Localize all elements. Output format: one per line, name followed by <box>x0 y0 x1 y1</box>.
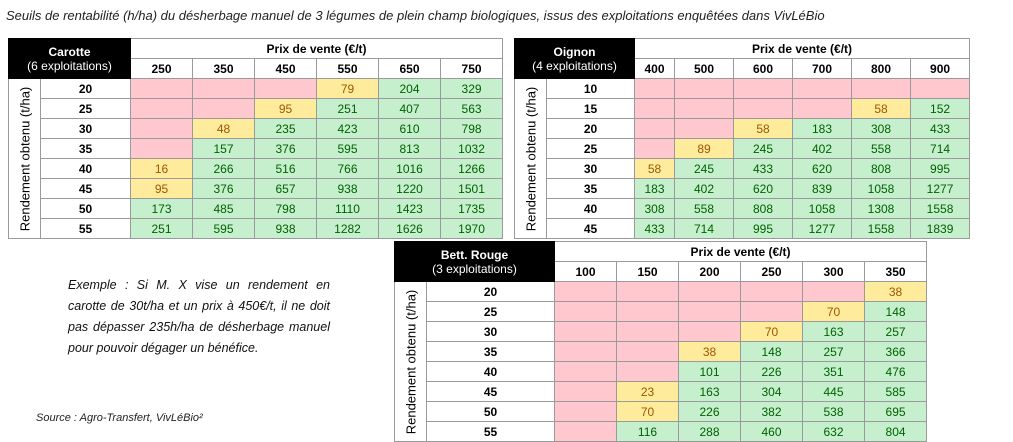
threshold-cell: 204 <box>379 79 441 99</box>
threshold-cell <box>193 79 255 99</box>
yield-axis-text: Rendement obtenu (t/ha) <box>17 86 32 231</box>
threshold-cell <box>852 79 911 99</box>
table-row <box>9 139 503 159</box>
price-label: 150 <box>617 262 679 282</box>
table-row <box>515 199 970 219</box>
threshold-cell: 808 <box>734 199 793 219</box>
yield-axis-label <box>9 79 41 239</box>
threshold-cell: 798 <box>255 199 317 219</box>
threshold-cell: 563 <box>441 99 503 119</box>
threshold-cell: 58 <box>635 159 675 179</box>
yield-label: 40 <box>427 362 555 382</box>
threshold-cell: 23 <box>617 382 679 402</box>
threshold-cell: 423 <box>317 119 379 139</box>
threshold-cell: 266 <box>193 159 255 179</box>
yield-label: 35 <box>547 179 635 199</box>
threshold-cell: 148 <box>865 302 927 322</box>
threshold-cell: 152 <box>911 99 970 119</box>
threshold-cell <box>617 362 679 382</box>
threshold-cell <box>555 342 617 362</box>
yield-label: 55 <box>427 422 555 442</box>
price-label: 750 <box>441 59 503 79</box>
threshold-cell: 173 <box>131 199 193 219</box>
threshold-cell: 308 <box>635 199 675 219</box>
farm-count: (4 exploitations) <box>532 58 617 73</box>
threshold-cell: 1839 <box>911 219 970 239</box>
threshold-cell: 433 <box>911 119 970 139</box>
yield-label: 35 <box>427 342 555 362</box>
threshold-cell <box>555 422 617 442</box>
threshold-cell: 48 <box>193 119 255 139</box>
threshold-cell <box>679 322 741 342</box>
threshold-cell <box>131 79 193 99</box>
price-label: 250 <box>131 59 193 79</box>
price-label: 350 <box>865 262 927 282</box>
table-row <box>395 422 927 442</box>
yield-label: 10 <box>547 79 635 99</box>
threshold-cell: 433 <box>635 219 675 239</box>
price-label: 200 <box>679 262 741 282</box>
threshold-cell: 610 <box>379 119 441 139</box>
threshold-cell <box>793 99 852 119</box>
threshold-cell: 813 <box>379 139 441 159</box>
threshold-cell: 376 <box>255 139 317 159</box>
threshold-cell: 288 <box>679 422 741 442</box>
table-row <box>515 79 970 99</box>
threshold-cell <box>555 282 617 302</box>
threshold-cell: 620 <box>793 159 852 179</box>
price-label: 400 <box>635 59 675 79</box>
threshold-cell: 804 <box>865 422 927 442</box>
threshold-cell: 538 <box>803 402 865 422</box>
threshold-cell <box>555 302 617 322</box>
threshold-cell: 251 <box>317 99 379 119</box>
table-row <box>515 179 970 199</box>
threshold-cell: 1032 <box>441 139 503 159</box>
price-label: 300 <box>803 262 865 282</box>
carotte-table <box>8 38 503 239</box>
threshold-cell: 70 <box>617 402 679 422</box>
threshold-cell: 382 <box>741 402 803 422</box>
threshold-cell <box>741 302 803 322</box>
table-row <box>9 79 503 99</box>
price-header: Prix de vente (€/t) <box>635 39 970 59</box>
threshold-cell: 226 <box>741 362 803 382</box>
yield-label: 25 <box>547 139 635 159</box>
price-header: Prix de vente (€/t) <box>555 242 927 262</box>
threshold-cell: 183 <box>793 119 852 139</box>
threshold-cell: 657 <box>255 179 317 199</box>
price-label: 100 <box>555 262 617 282</box>
header-row <box>9 39 503 59</box>
yield-label: 50 <box>427 402 555 422</box>
threshold-cell: 995 <box>734 219 793 239</box>
threshold-cell: 1501 <box>441 179 503 199</box>
table-row <box>395 362 927 382</box>
price-label: 550 <box>317 59 379 79</box>
yield-label: 25 <box>41 99 131 119</box>
table-row <box>515 139 970 159</box>
table-row <box>395 402 927 422</box>
yield-axis-text: Rendement obtenu (t/ha) <box>523 86 538 231</box>
threshold-cell: 329 <box>441 79 503 99</box>
yield-label: 55 <box>41 219 131 239</box>
threshold-cell: 1308 <box>852 199 911 219</box>
price-header: Prix de vente (€/t) <box>131 39 503 59</box>
crop-name: Oignon <box>553 44 596 59</box>
threshold-cell: 1277 <box>911 179 970 199</box>
threshold-cell <box>793 79 852 99</box>
threshold-cell: 407 <box>379 99 441 119</box>
threshold-cell: 1058 <box>852 179 911 199</box>
yield-label: 20 <box>427 282 555 302</box>
price-label: 450 <box>255 59 317 79</box>
threshold-cell: 79 <box>317 79 379 99</box>
threshold-cell: 38 <box>865 282 927 302</box>
header-row <box>515 39 970 59</box>
threshold-cell: 714 <box>675 219 734 239</box>
threshold-cell <box>555 362 617 382</box>
threshold-cell: 38 <box>679 342 741 362</box>
table-row <box>515 99 970 119</box>
yield-label: 20 <box>547 119 635 139</box>
crop-label <box>515 39 635 79</box>
threshold-cell <box>675 119 734 139</box>
table-row <box>395 382 927 402</box>
table-row <box>9 219 503 239</box>
threshold-cell: 16 <box>131 159 193 179</box>
threshold-cell: 163 <box>803 322 865 342</box>
threshold-cell: 308 <box>852 119 911 139</box>
threshold-table <box>514 38 970 239</box>
yield-label: 45 <box>427 382 555 402</box>
threshold-cell: 632 <box>803 422 865 442</box>
betterave-rouge-table <box>394 241 927 442</box>
threshold-cell: 376 <box>193 179 255 199</box>
threshold-cell <box>193 99 255 119</box>
table-row <box>395 322 927 342</box>
yield-axis-label <box>395 282 427 442</box>
threshold-cell: 95 <box>255 99 317 119</box>
threshold-cell: 402 <box>793 139 852 159</box>
threshold-cell: 1266 <box>441 159 503 179</box>
threshold-cell <box>675 79 734 99</box>
yield-axis-label <box>515 79 547 239</box>
threshold-cell: 1558 <box>911 199 970 219</box>
threshold-cell: 251 <box>131 219 193 239</box>
threshold-cell: 58 <box>852 99 911 119</box>
threshold-cell: 995 <box>911 159 970 179</box>
price-label: 650 <box>379 59 441 79</box>
threshold-table <box>8 38 503 239</box>
threshold-cell: 89 <box>675 139 734 159</box>
crop-label <box>395 242 555 282</box>
threshold-cell: 101 <box>679 362 741 382</box>
farm-count: (3 exploitations) <box>432 261 517 276</box>
header-row <box>395 242 927 262</box>
oignon-table <box>514 38 970 239</box>
crop-name: Carotte <box>48 44 91 59</box>
threshold-cell: 516 <box>255 159 317 179</box>
threshold-cell: 351 <box>803 362 865 382</box>
threshold-cell: 157 <box>193 139 255 159</box>
table-row <box>515 219 970 239</box>
threshold-cell: 476 <box>865 362 927 382</box>
threshold-cell: 798 <box>441 119 503 139</box>
threshold-cell <box>803 282 865 302</box>
threshold-cell <box>734 79 793 99</box>
threshold-cell: 257 <box>803 342 865 362</box>
threshold-cell: 1058 <box>793 199 852 219</box>
threshold-cell <box>131 139 193 159</box>
threshold-cell: 558 <box>852 139 911 159</box>
threshold-cell <box>679 282 741 302</box>
yield-label: 45 <box>41 179 131 199</box>
table-row <box>9 159 503 179</box>
table-row <box>395 302 927 322</box>
threshold-cell: 620 <box>734 179 793 199</box>
threshold-cell: 433 <box>734 159 793 179</box>
price-label: 700 <box>793 59 852 79</box>
threshold-cell: 95 <box>131 179 193 199</box>
price-label: 900 <box>911 59 970 79</box>
threshold-cell: 485 <box>193 199 255 219</box>
table-row <box>515 119 970 139</box>
yield-label: 25 <box>427 302 555 322</box>
threshold-cell: 70 <box>803 302 865 322</box>
threshold-cell: 148 <box>741 342 803 362</box>
threshold-cell <box>734 99 793 119</box>
threshold-cell: 595 <box>193 219 255 239</box>
threshold-cell <box>131 99 193 119</box>
threshold-cell: 245 <box>675 159 734 179</box>
threshold-cell: 938 <box>317 179 379 199</box>
threshold-cell: 445 <box>803 382 865 402</box>
threshold-cell <box>131 119 193 139</box>
threshold-cell <box>741 282 803 302</box>
example-note: Exemple : Si M. X vise un rendement en carotte de 30t/ha et un prix à 450€/t, il ne doit pas dépasser 235h/ha de désherbage manuel pour pouvoir dégager un bénéfice. <box>68 278 330 355</box>
threshold-cell <box>617 342 679 362</box>
threshold-cell: 1220 <box>379 179 441 199</box>
table-row <box>9 179 503 199</box>
table-row <box>9 119 503 139</box>
threshold-cell <box>617 322 679 342</box>
threshold-cell <box>635 119 675 139</box>
threshold-cell: 1277 <box>793 219 852 239</box>
threshold-cell <box>617 302 679 322</box>
price-label: 800 <box>852 59 911 79</box>
price-label: 350 <box>193 59 255 79</box>
price-label: 250 <box>741 262 803 282</box>
yield-label: 40 <box>547 199 635 219</box>
threshold-cell: 366 <box>865 342 927 362</box>
threshold-cell: 1626 <box>379 219 441 239</box>
threshold-cell <box>635 79 675 99</box>
threshold-cell: 235 <box>255 119 317 139</box>
threshold-cell: 938 <box>255 219 317 239</box>
threshold-cell <box>617 282 679 302</box>
threshold-cell: 558 <box>675 199 734 219</box>
table-row <box>515 159 970 179</box>
farm-count: (6 exploitations) <box>27 58 112 73</box>
figure-title: Seuils de rentabilité (h/ha) du désherbage manuel de 3 légumes de plein champ biologiques, issus des exploitations enquêtées dans VivLéBio <box>6 8 825 23</box>
threshold-cell: 70 <box>741 322 803 342</box>
threshold-cell <box>635 99 675 119</box>
crop-label <box>9 39 131 79</box>
threshold-cell: 1735 <box>441 199 503 219</box>
threshold-cell: 839 <box>793 179 852 199</box>
table-row <box>395 282 927 302</box>
yield-label: 35 <box>41 139 131 159</box>
price-label: 600 <box>734 59 793 79</box>
threshold-cell: 183 <box>635 179 675 199</box>
table-row <box>395 342 927 362</box>
threshold-cell: 766 <box>317 159 379 179</box>
price-label: 500 <box>675 59 734 79</box>
threshold-cell: 714 <box>911 139 970 159</box>
yield-label: 15 <box>547 99 635 119</box>
threshold-cell: 1016 <box>379 159 441 179</box>
yield-label: 30 <box>547 159 635 179</box>
yield-label: 20 <box>41 79 131 99</box>
threshold-cell <box>675 99 734 119</box>
threshold-cell: 163 <box>679 382 741 402</box>
crop-name: Bett. Rouge <box>440 247 509 262</box>
threshold-cell: 1970 <box>441 219 503 239</box>
threshold-cell: 116 <box>617 422 679 442</box>
threshold-cell: 402 <box>675 179 734 199</box>
threshold-cell <box>911 79 970 99</box>
threshold-cell <box>679 302 741 322</box>
threshold-cell <box>255 79 317 99</box>
threshold-cell: 304 <box>741 382 803 402</box>
yield-axis-text: Rendement obtenu (t/ha) <box>403 289 418 434</box>
yield-label: 40 <box>41 159 131 179</box>
source-note: Source : Agro-Transfert, VivLéBio² <box>36 412 203 424</box>
yield-label: 30 <box>41 119 131 139</box>
yield-label: 45 <box>547 219 635 239</box>
threshold-cell <box>555 382 617 402</box>
threshold-cell: 695 <box>865 402 927 422</box>
table-row <box>9 199 503 219</box>
threshold-cell: 245 <box>734 139 793 159</box>
yield-label: 30 <box>427 322 555 342</box>
threshold-cell: 1110 <box>317 199 379 219</box>
threshold-cell <box>555 402 617 422</box>
threshold-cell: 808 <box>852 159 911 179</box>
threshold-cell: 595 <box>317 139 379 159</box>
threshold-cell: 585 <box>865 382 927 402</box>
threshold-cell: 1558 <box>852 219 911 239</box>
threshold-cell: 257 <box>865 322 927 342</box>
threshold-cell <box>635 139 675 159</box>
threshold-cell: 1423 <box>379 199 441 219</box>
threshold-cell <box>555 322 617 342</box>
threshold-table <box>394 241 927 442</box>
table-row <box>9 99 503 119</box>
threshold-cell: 58 <box>734 119 793 139</box>
threshold-cell: 460 <box>741 422 803 442</box>
yield-label: 50 <box>41 199 131 219</box>
threshold-cell: 226 <box>679 402 741 422</box>
threshold-cell: 1282 <box>317 219 379 239</box>
